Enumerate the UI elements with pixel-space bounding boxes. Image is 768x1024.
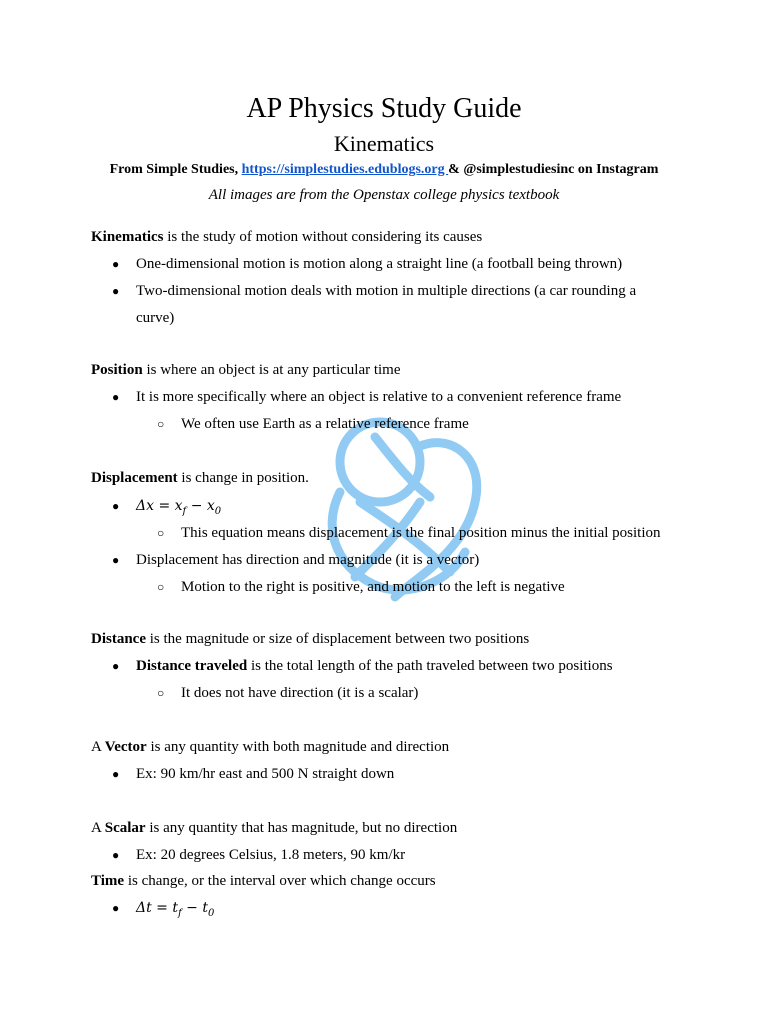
kinematics-term: Kinematics xyxy=(91,229,164,245)
time-definition-text: is change, or the interval over which change occurs xyxy=(124,873,436,889)
bullet-icon: ● xyxy=(112,848,120,862)
images-note: All images are from the Openstax college physics textbook xyxy=(208,187,560,203)
kinematics-definition xyxy=(91,228,482,246)
page-title: AP Physics Study Guide xyxy=(246,93,522,124)
vector-definition xyxy=(91,738,449,756)
bullet-icon: ● xyxy=(112,659,120,673)
bullet-icon: ● xyxy=(112,499,120,513)
time-term: Time xyxy=(91,873,125,889)
article-text: A xyxy=(91,820,105,836)
sub-list-item: This equation means displacement is the final position minus the initial position xyxy=(181,525,661,541)
kinematics-definition-text: is the study of motion without considering its causes xyxy=(163,229,483,245)
sub-list-item: We often use Earth as a relative reference frame xyxy=(181,416,469,432)
sub-list-item: It does not have direction (it is a scalar) xyxy=(181,685,419,701)
list-item-text: is the total length of the path traveled between two positions xyxy=(247,658,613,674)
distance-traveled-term: Distance traveled xyxy=(136,658,248,674)
list-item: Displacement has direction and magnitude (it is a vector) xyxy=(136,552,480,568)
list-item: One-dimensional motion is motion along a straight line (a football being thrown) xyxy=(136,256,623,272)
article-text: A xyxy=(91,739,105,755)
equation-part: − t xyxy=(181,900,208,916)
scalar-definition-text: is any quantity that has magnitude, but no direction xyxy=(145,820,458,836)
displacement-term: Displacement xyxy=(91,470,178,486)
position-definition xyxy=(91,361,401,379)
distance-definition xyxy=(91,630,529,648)
bullet-icon: ● xyxy=(112,553,120,567)
source-line xyxy=(0,161,768,179)
displacement-equation xyxy=(136,497,221,521)
list-item: Two-dimensional motion deals with motion in multiple directions (a car rounding a xyxy=(136,283,637,299)
equation-subscript: 0 xyxy=(207,907,215,919)
equation-part: Δt = t xyxy=(136,900,178,916)
bullet-icon: ● xyxy=(112,257,120,271)
page-subtitle: Kinematics xyxy=(333,131,435,156)
equation-part: − x xyxy=(186,498,215,514)
sub-list-item: Motion to the right is positive, and motion to the left is negative xyxy=(181,579,565,595)
scalar-term: Scalar xyxy=(104,820,146,836)
vector-definition-text: is any quantity with both magnitude and direction xyxy=(146,739,450,755)
sub-bullet-icon: ○ xyxy=(157,580,165,594)
equation-subscript: f xyxy=(182,505,187,517)
position-definition-text: is where an object is at any particular time xyxy=(142,362,401,378)
distance-term: Distance xyxy=(91,631,146,647)
source-prefix: From Simple Studies, xyxy=(109,162,242,177)
list-item: Ex: 20 degrees Celsius, 1.8 meters, 90 km/kr xyxy=(136,847,406,863)
bullet-icon: ● xyxy=(112,390,120,404)
list-item-continuation: curve) xyxy=(136,310,175,326)
sub-bullet-icon: ○ xyxy=(157,686,165,700)
bullet-icon: ● xyxy=(112,284,120,298)
time-definition xyxy=(91,872,436,890)
sub-bullet-icon: ○ xyxy=(157,417,165,431)
bullet-icon: ● xyxy=(112,767,120,781)
scalar-definition xyxy=(91,819,457,837)
bullet-icon: ● xyxy=(112,901,120,915)
displacement-definition xyxy=(91,469,309,487)
equation-subscript: 0 xyxy=(214,505,222,517)
list-item: Ex: 90 km/hr east and 500 N straight down xyxy=(136,766,395,782)
position-term: Position xyxy=(91,362,143,378)
displacement-definition-text: is change in position. xyxy=(177,470,309,486)
list-item xyxy=(136,657,613,675)
source-suffix: & @simplestudiesinc on Instagram xyxy=(448,162,659,177)
list-item: It is more specifically where an object is relative to a convenient reference frame xyxy=(136,389,622,405)
vector-term: Vector xyxy=(104,739,147,755)
equation-part: Δx = x xyxy=(136,498,183,514)
time-equation xyxy=(136,899,214,923)
sub-bullet-icon: ○ xyxy=(157,526,165,540)
distance-definition-text: is the magnitude or size of displacement between two positions xyxy=(146,631,530,647)
source-link[interactable]: https://simplestudies.edublogs.org xyxy=(241,162,449,177)
equation-subscript: f xyxy=(178,907,182,919)
